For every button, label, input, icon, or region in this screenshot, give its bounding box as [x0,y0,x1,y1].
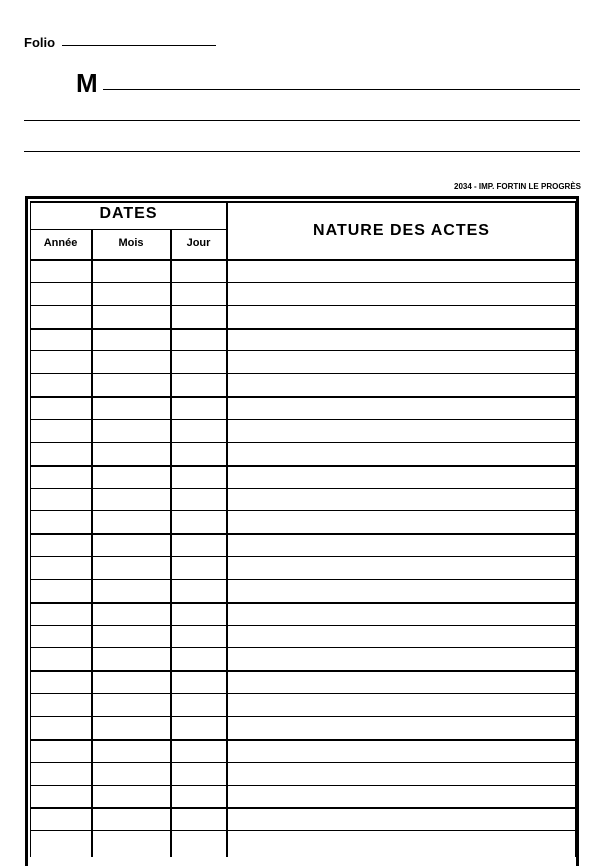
table-row[interactable] [30,739,576,741]
table-row[interactable] [30,602,576,604]
header-bottom-rule [30,259,576,261]
table-row[interactable] [30,830,576,831]
table-row[interactable] [30,625,576,626]
table-row[interactable] [30,396,576,398]
folio-label: Folio [24,35,56,50]
table-row[interactable] [30,305,576,306]
table-row[interactable] [30,488,576,489]
table-row[interactable] [30,670,576,672]
m-label: M [76,68,97,98]
table-row[interactable] [30,693,576,694]
table-row[interactable] [30,647,576,648]
table-row[interactable] [30,350,576,351]
table-row[interactable] [30,510,576,511]
table-row[interactable] [30,807,576,809]
column-header-jour: Jour [186,237,211,249]
table-row[interactable] [30,328,576,330]
table-row[interactable] [30,419,576,420]
table-row[interactable] [30,556,576,557]
table-row[interactable] [30,785,576,786]
table-row[interactable] [30,762,576,763]
table-row[interactable] [30,465,576,467]
table-rows [30,0,576,857]
printer-note: 2034 - IMP. FORTIN LE PROGRÈS [454,182,581,191]
table-row[interactable] [30,282,576,283]
column-header-mois: Mois [118,237,144,249]
table-row[interactable] [30,716,576,717]
table-row[interactable] [30,373,576,374]
table-row[interactable] [30,579,576,580]
dates-header: DATES [99,205,158,222]
table-row[interactable] [30,533,576,535]
nature-header: NATURE DES ACTES [313,222,490,239]
table-row[interactable] [30,442,576,443]
column-header-annee: Année [43,237,78,249]
